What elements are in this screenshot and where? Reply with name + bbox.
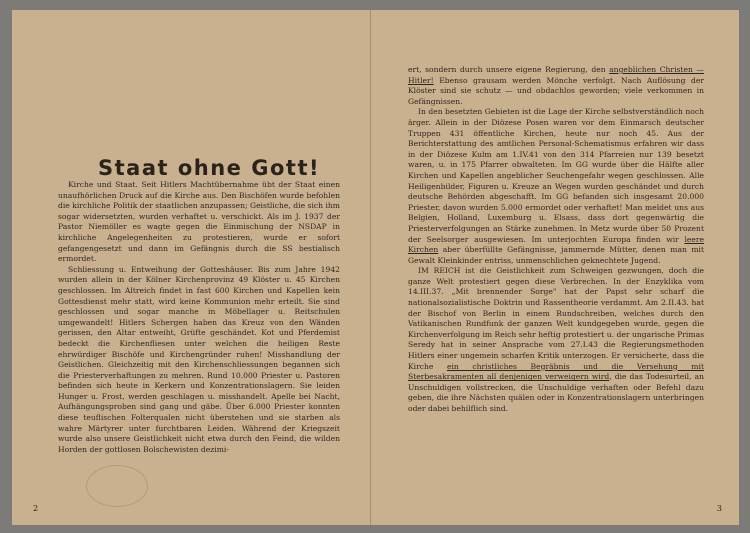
page-number-left: 2 bbox=[33, 504, 39, 513]
paragraph-continuation: ert, sondern durch unsere eigene Regierung, den angeblichen Christen — Hitler! Ebenso grausam werden Mönche verfolgt. Nach Auflösung der Klöster sind sie schutz — und obdachlos geworden; viele verkommen in Gefängnissen. bbox=[408, 65, 704, 106]
left-page bbox=[12, 10, 371, 525]
faint-stamp bbox=[86, 465, 148, 507]
right-text-column bbox=[408, 65, 704, 415]
paragraph-church-and-state: Kirche und Staat. Seit Hitlers Machtübernahme übt der Staat einen unaufhörlichen Druck auf die Kirche aus. Den Bischöfen wurde befohlen die kirchliche Politik der staatlichen anzupassen; Geistliche, die sich ihm sogar widersetzten, wurden verhaftet u. verschickt. Als im J. 1937 der Pastor Niemöller es wagte gegen die Einmischung der NSDAP in kirchliche Angelegenheiten zu protestieren, wurde er sofort gefangengesetzt und dann im Gefängnis durch die SS bestialisch ermordet. bbox=[58, 180, 340, 264]
underlined-leere-kirchen: leere Kirchen bbox=[408, 234, 704, 255]
page-number-right: 3 bbox=[716, 504, 722, 513]
left-text-column bbox=[58, 180, 340, 455]
paragraph-occupied-territories: In den besetzten Gebieten ist die Lage der Kirche selbstverständlich noch ärger. Allein in der Diözese Posen waren vor dem Einmarsch deutscher Truppen 431 öffentliche Kirchen, heute nur noch 45. Aus der Berichterstattung des amtlichen Personal-Schematismus erfahren wir dass in der Diözese Kulm am 1.IV.41 von den 314 Pfarreien nur 139 besetzt waren, u. in 175 Pfarrer obwalteten. Im GG wurde über die Hälfte aller Kirchen und Kapellen angeblicher Seuchengefahr wegen geschlossen. Alle Heiligenbilder, Figuren u. Kreuze an Wegen wurden geschändet und durch deutsche Behörden abgeschafft. Im GG befanden sich insgesamt 20.000 Priester, davon wurden 5.000 ermordet oder verhaftet! Man meldet uns aus Belgien, Holland, Luxemburg u. Elsass, dass dort gegenwärtig die Priesterverfolgungen an Stärke zunehmen. In Metz wurde über 50 Prozent der Seelsorger ausgewiesen. Im unterjochten Europa finden wir leere Kirchen aber überfüllte Gefängnisse, jammernde Mütter, denen man mit Gewalt Kleinkinder entriss, unmenschlichen geknechtete Jugend. bbox=[408, 107, 704, 265]
underlined-angeblichen-christen: angeblichen Christen — Hitler! bbox=[408, 65, 704, 85]
right-page bbox=[371, 10, 739, 525]
paragraph-im-reich: IM REICH ist die Geistlichkeit zum Schweigen gezwungen, doch die ganze Welt protestiert gegen diese Verbrechen. In der Enzyklika vom 14.III.37. „Mit brennender Sorge" hat der Papst sehr scharf die nationalsozialistische Doktrin und Rassentheorie verdammt. Am 2.II.43. hat der Bischof von Berlin in einem Rundschreiben, welches durch den Vatikanischen Rundfunk der ganzen Welt kundgegeben wurde, gegen die Kirchenverfolgung im Reich sehr heftig protestiert u. der ungarische Primas Seredy hat in seiner Ansprache vom 27.I.43 die Regierungsmethoden Hitlers einer ungemein scharfen Kritik unterzogen. Er versicherte, dass die Kirche ein christliches Begräbnis und die Versehung mit Sterbesakramenten all denjenigen verweigern wird, die das Todesurteil, an Unschuldigen vollstrecken, die Unschuldige verhaften oder Befehl dazu geben, die ihre Nächsten quälen oder in Konzentrationslagern unterbringen oder dabei behilflich sind. bbox=[408, 266, 704, 413]
paragraph-closing-of-churches: Schliessung u. Entweihung der Gotteshäuser. Bis zum Jahre 1942 wurden allein in der Kölner Kirchenprovinz 49 Klöster u. 45 Kirchen geschlossen. Im Altreich findet in fast 600 Kirchen und Kapellen kein Gottesdienst mehr statt, wird keine Kommunion mehr erteilt. Sie sind geschlossen und sogar manche in Möbellager u. Reitschulen umgewandelt! Hitlers Schergen haben das Kreuz von den Wänden gerissen, den Altar entweiht, Grüfte geschändet. Kot und Pferdemist bedeckt die Kirchenfliesen unter welchen die heiligen Reste ehrwürdiger Bischöfe und Kirchengründer ruhen! Misshandlung der Geistlichen. Gleichzeitig mit den Kirchenschliessungen begannen sich die Priesterverhaftungen zu mehren. Rund 10.000 Priester u. Pastoren befinden sich heute in Kerkern und Konzentrationslagern. Sie leiden Hunger u. Frost, werden geschlagen u. misshandelt. Apelle bei Nacht, Aufhängungsproben sind gang und gäbe. Über 6.000 Priester konnten diese teuflischen Folterqualen nicht überstehen und sie starben als wahre Märtyrer unter furchtbaren Leiden. Während der Kriegszeit wurde also unsere Geistlichkeit nicht etwa durch den Feind, die wilden Horden der gottlosen Bolschewisten dezimi- bbox=[58, 264, 340, 454]
page-title: Staat ohne Gott! bbox=[98, 156, 321, 180]
underlined-begraebnis: ein christliches Begräbnis und die Versehung mit Sterbesakramenten all denjenigen verweigern wird bbox=[408, 361, 704, 382]
